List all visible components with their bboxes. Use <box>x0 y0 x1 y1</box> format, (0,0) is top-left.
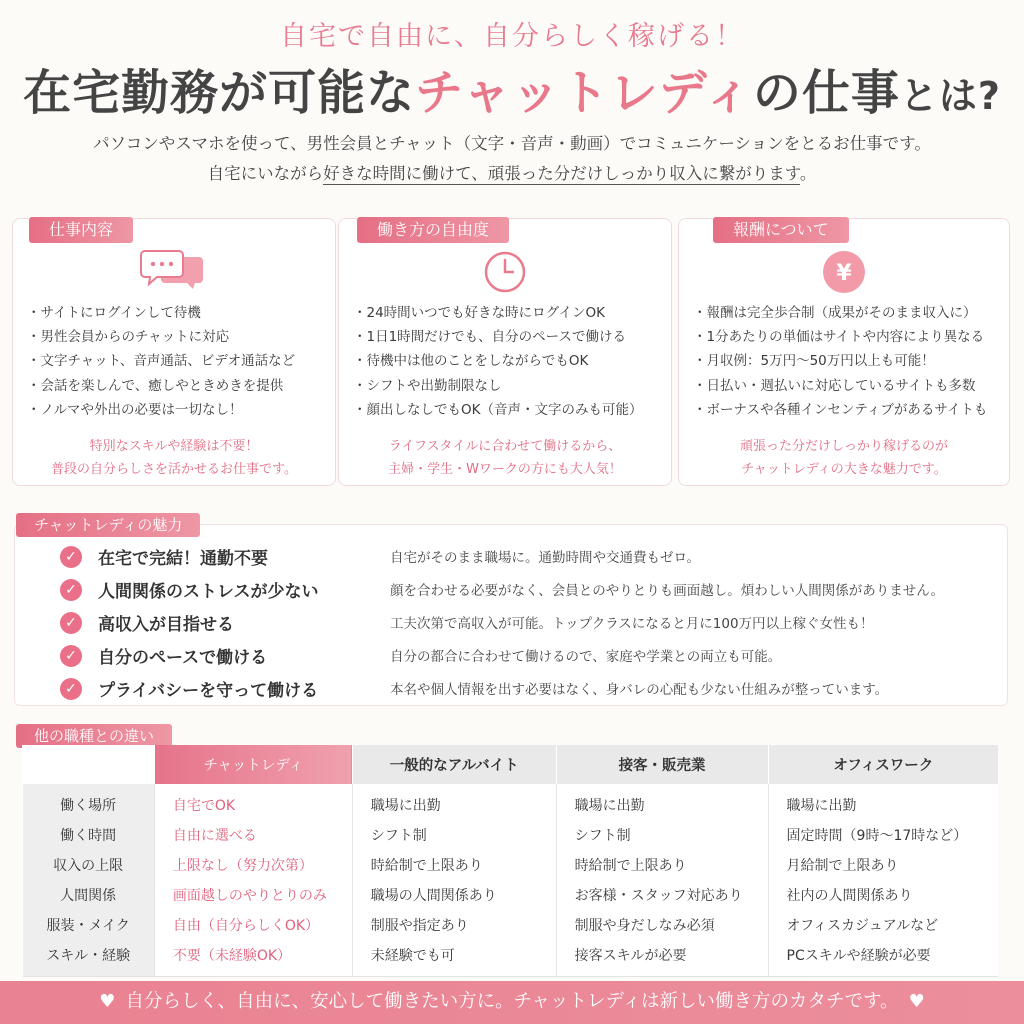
check-icon: ✓ <box>60 678 82 700</box>
table-cell: 職場に出勤 <box>556 784 768 820</box>
title-post: の仕事 <box>752 65 900 121</box>
appeal-section-tag: チャットレディの魅力 <box>16 513 200 537</box>
page-title <box>0 54 1024 123</box>
intro-line-2-pre: 自宅にいながら <box>207 164 324 183</box>
row-label: 働く場所 <box>23 784 155 820</box>
table-row <box>23 784 999 820</box>
table-row <box>23 940 999 977</box>
appeal-desc: 顔を合わせる必要がなく、会員とのやりとりも画面越し。煩わしい人間関係がありません。 <box>390 583 945 599</box>
card-tag: 仕事内容 <box>29 217 133 243</box>
check-icon: ✓ <box>60 546 82 568</box>
appeal-row <box>60 676 1000 706</box>
table-cell: 不要（未経験OK） <box>154 940 352 977</box>
card-list <box>27 301 329 422</box>
card-tag: 働き方の自由度 <box>357 217 509 243</box>
check-icon: ✓ <box>60 645 82 667</box>
appeal-row <box>60 610 1000 640</box>
table-cell: 固定時間（9時〜17時など） <box>768 820 998 850</box>
card-footer <box>13 435 335 481</box>
intro-line-2-underlined: 好きな時間に働けて、頑張った分だけしっかり収入に繋がります <box>323 164 800 183</box>
list-item: ・ サイトにログインして待機 <box>27 301 329 325</box>
table-cell: 未経験でも可 <box>352 940 556 977</box>
table-row <box>23 850 999 880</box>
table-cell: 時給制で上限あり <box>556 850 768 880</box>
list-item: ・ ノルマや外出の必要は一切なし！ <box>27 398 329 422</box>
header-subtitle: 自宅で自由に、自分らしく稼げる！ <box>280 21 744 52</box>
row-label: 収入の上限 <box>23 850 155 880</box>
table-cell: 自由（自分らしくOK） <box>154 910 352 940</box>
card-flexibility <box>338 218 672 486</box>
footer-banner <box>0 981 1024 1024</box>
appeal-desc: 工夫次第で高収入が可能。トップクラスになると月に100万円以上稼ぐ女性も！ <box>390 616 874 632</box>
table-row <box>23 820 999 850</box>
row-label: 人間関係 <box>23 880 155 910</box>
card-footer-line-2: 普段の自分らしさを活かせるお仕事です。 <box>51 462 297 477</box>
list-item: ・ 1日1時間だけでも、自分のペースで働ける <box>353 325 665 349</box>
appeal-desc: 本名や個人情報を出す必要はなく、身バレの心配も少ない仕組みが整っています。 <box>390 682 889 698</box>
clock-icon <box>339 249 671 299</box>
table-cell: PCスキルや経験が必要 <box>768 940 998 977</box>
card-list <box>693 301 1003 422</box>
table-cell: 自宅でOK <box>154 784 352 820</box>
appeal-title: 在宅で完結！通勤不要 <box>98 549 268 569</box>
card-footer <box>679 435 1009 481</box>
comparison-table <box>22 745 998 977</box>
table-cell: 職場の人間関係あり <box>352 880 556 910</box>
intro-line-1: パソコンやスマホを使って、男性会員とチャット（文字・音声・動画）でコミュニケーションをとるお仕事です。 <box>93 134 931 153</box>
heart-icon: ♥ <box>99 991 116 1012</box>
table-cell: 月給制で上限あり <box>768 850 998 880</box>
table-cell: 職場に出勤 <box>352 784 556 820</box>
table-cell: 自由に選べる <box>154 820 352 850</box>
list-item: ・ 日払い・週払いに対応しているサイトも多数 <box>693 374 1003 398</box>
table-cell: 職場に出勤 <box>768 784 998 820</box>
card-footer-line-1: 頑張った分だけしっかり稼げるのが <box>739 439 948 454</box>
list-item: ・ 1分あたりの単価はサイトや内容により異なる <box>693 325 1003 349</box>
appeal-title: 高収入が目指せる <box>98 615 234 635</box>
intro-line-2 <box>0 160 1024 184</box>
table-row <box>23 910 999 940</box>
row-label: スキル・経験 <box>23 940 155 977</box>
row-label: 服装・メイク <box>23 910 155 940</box>
column-header-service: 接客・販売業 <box>556 745 768 784</box>
card-job-content <box>12 218 336 486</box>
footer-text: 自分らしく、自由に、安心して働きたい方に。チャットレディは新しい働き方のカタチです。 <box>125 991 899 1012</box>
table-cell: 制服や身だしなみ必須 <box>556 910 768 940</box>
table-corner <box>23 745 155 784</box>
svg-text:¥: ¥ <box>836 261 852 286</box>
appeal-title: 自分のペースで働ける <box>98 648 268 668</box>
list-item: ・ 男性会員からのチャットに対応 <box>27 325 329 349</box>
card-footer-line-1: 特別なスキルや経験は不要！ <box>89 439 259 454</box>
table-cell: 時給制で上限あり <box>352 850 556 880</box>
row-label: 働く時間 <box>23 820 155 850</box>
title-pre: 在宅勤務が可能な <box>23 65 416 121</box>
title-accent: チャットレディ <box>415 65 753 121</box>
table-header-row <box>23 745 999 784</box>
appeal-desc: 自宅がそのまま職場に。通勤時間や交通費もゼロ。 <box>390 550 700 566</box>
card-tag: 報酬について <box>713 217 849 243</box>
chat-bubbles-icon <box>13 249 335 297</box>
yen-coin-icon <box>679 249 1009 299</box>
table-cell: 画面越しのやりとりのみ <box>154 880 352 910</box>
intro-line-2-post: 。 <box>799 164 817 183</box>
card-footer <box>339 435 671 481</box>
card-compensation <box>678 218 1010 486</box>
title-end: とは? <box>899 74 1001 118</box>
list-item: ・ 報酬は完全歩合制（成果がそのまま収入に） <box>693 301 1003 325</box>
card-footer-line-2: 主婦・学生・Wワークの方にも大人気！ <box>388 462 622 477</box>
appeal-title: 人間関係のストレスが少ない <box>98 582 319 602</box>
check-icon: ✓ <box>60 579 82 601</box>
list-item: ・ ボーナスや各種インセンティブがあるサイトも <box>693 398 1003 422</box>
column-header-part-time: 一般的なアルバイト <box>352 745 556 784</box>
list-item: ・ 待機中は他のことをしながらでもOK <box>353 349 665 373</box>
appeal-row <box>60 643 1000 673</box>
appeal-row <box>60 577 1000 607</box>
table-cell: お客様・スタッフ対応あり <box>556 880 768 910</box>
table-cell: シフト制 <box>556 820 768 850</box>
list-item: ・ 会話を楽しんで、癒しやときめきを提供 <box>27 374 329 398</box>
heart-icon: ♥ <box>908 991 925 1012</box>
table-cell: 制服や指定あり <box>352 910 556 940</box>
table-cell: シフト制 <box>352 820 556 850</box>
table-row <box>23 880 999 910</box>
column-header-office: オフィスワーク <box>768 745 998 784</box>
table-cell: 上限なし（努力次第） <box>154 850 352 880</box>
list-item: ・ シフトや出勤制限なし <box>353 374 665 398</box>
table-cell: オフィスカジュアルなど <box>768 910 998 940</box>
card-list <box>353 301 665 422</box>
comparison-section-tag: 他の職種との違い <box>16 724 172 748</box>
appeal-desc: 自分の都合に合わせて働けるので、家庭や学業との両立も可能。 <box>390 649 782 665</box>
list-item: ・ 文字チャット、音声通話、ビデオ通話など <box>27 349 329 373</box>
appeal-row <box>60 544 1000 574</box>
table-cell: 社内の人間関係あり <box>768 880 998 910</box>
column-header-chat-lady: チャットレディ <box>154 745 352 784</box>
card-footer-line-1: ライフスタイルに合わせて働けるから、 <box>388 439 622 454</box>
table-cell: 接客スキルが必要 <box>556 940 768 977</box>
list-item: ・ 24時間いつでも好きな時にログインOK <box>353 301 665 325</box>
card-footer-line-2: チャットレディの大きな魅力です。 <box>741 462 947 477</box>
list-item: ・ 顔出しなしでもOK（音声・文字のみも可能） <box>353 398 665 422</box>
check-icon: ✓ <box>60 612 82 634</box>
appeal-title: プライバシーを守って働ける <box>98 681 319 701</box>
list-item: ・ 月収例：5万円〜50万円以上も可能！ <box>693 349 1003 373</box>
